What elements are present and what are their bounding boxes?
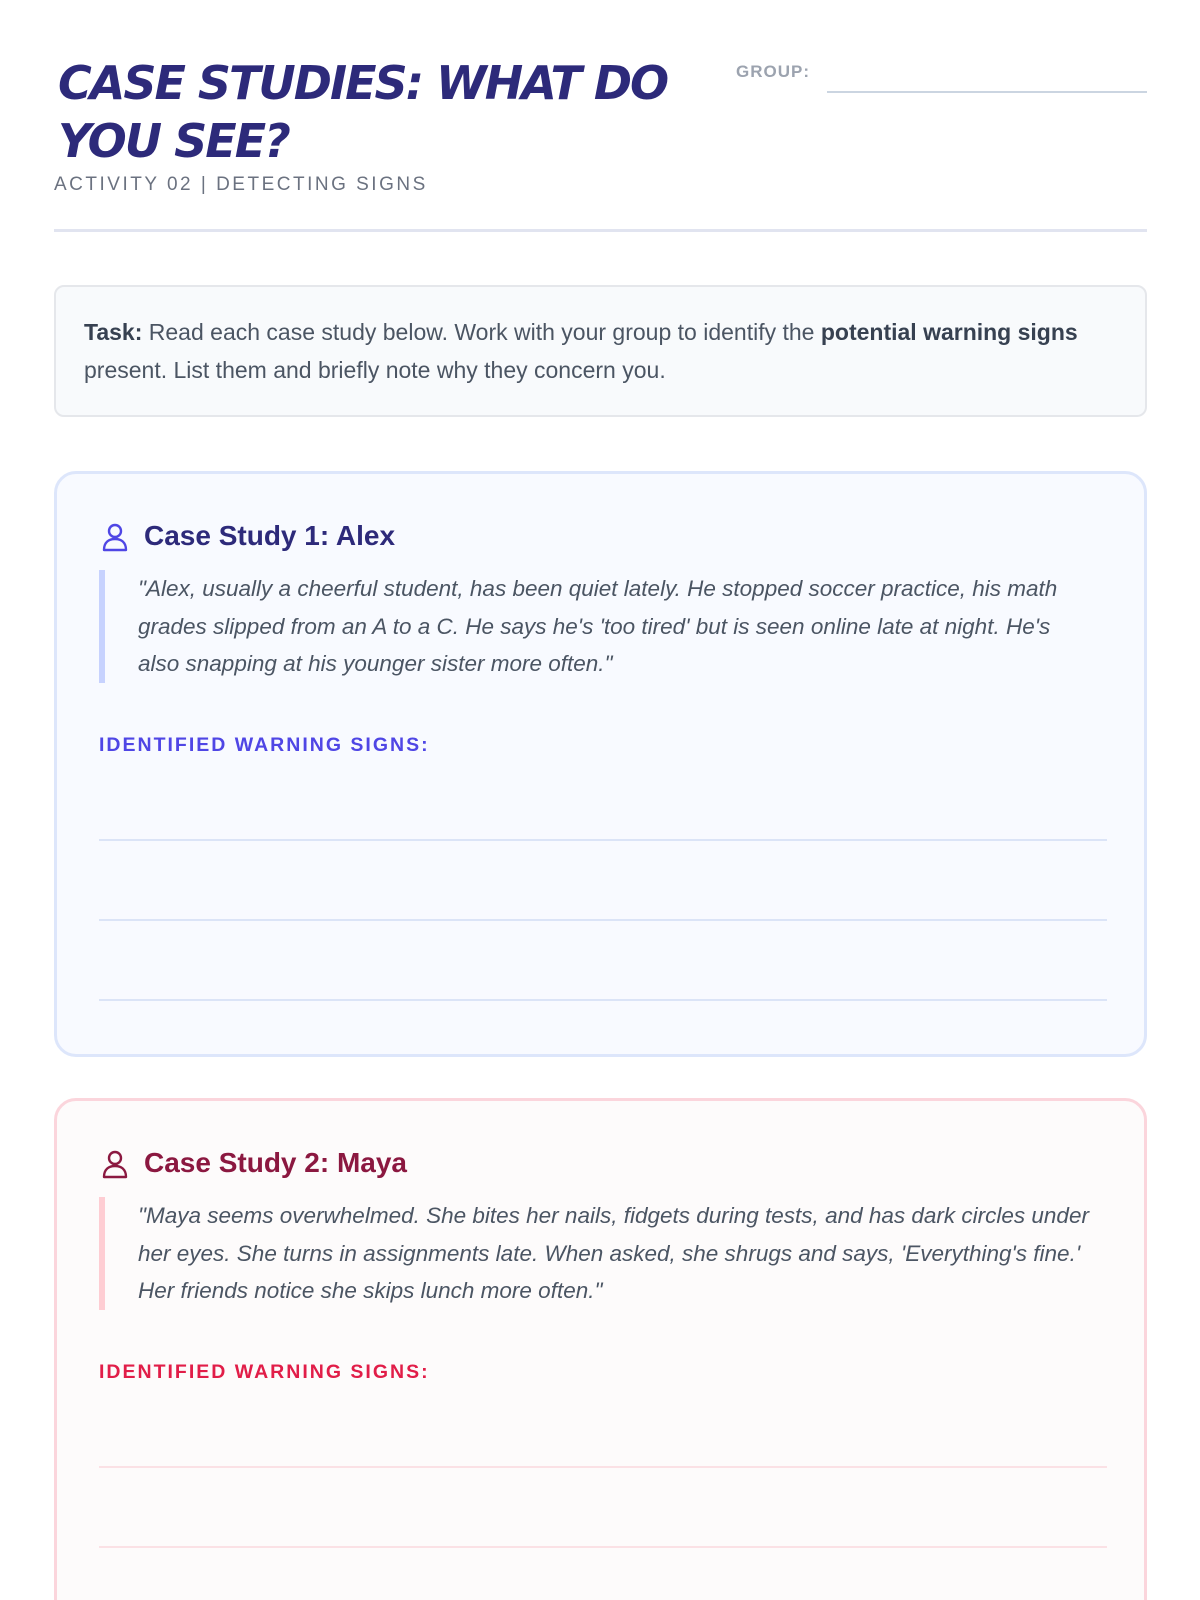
activity-subtitle: ACTIVITY 02 | DETECTING SIGNS bbox=[54, 174, 428, 195]
case-study-title: Case Study 2: Maya bbox=[144, 1147, 407, 1178]
task-text-1: Read each case study below. Work with your group to identify the bbox=[142, 319, 821, 345]
answer-line[interactable] bbox=[99, 919, 1107, 921]
warning-signs-label: IDENTIFIED WARNING SIGNS: bbox=[99, 1361, 430, 1383]
case-study-quote: "Maya seems overwhelmed. She bites her nails, fidgets during tests, and has dark circles under her eyes. She turns in assignments late. When asked, she shrugs and says, 'Everything's fine.' Her friends notice she skips lunch more often." bbox=[99, 1197, 1089, 1310]
task-emphasis: potential warning signs bbox=[820, 319, 1078, 345]
case-study-card bbox=[54, 1098, 1147, 1600]
task-instructions bbox=[54, 285, 1147, 417]
warning-signs-label: IDENTIFIED WARNING SIGNS: bbox=[99, 734, 430, 756]
case-study-quote: "Alex, usually a cheerful student, has been quiet lately. He stopped soccer practice, his math grades slipped from an A to a C. He says he's 'too tired' but is seen online late at night. He's also snapping at his younger sister more often." bbox=[99, 570, 1089, 683]
person-icon bbox=[101, 1149, 129, 1179]
answer-line[interactable] bbox=[99, 1466, 1107, 1468]
case-study-card bbox=[54, 471, 1147, 1057]
answer-line[interactable] bbox=[99, 999, 1107, 1001]
case-study-title: Case Study 1: Alex bbox=[144, 520, 396, 551]
page-title: CASE STUDIES: WHAT DO YOU SEE? bbox=[58, 56, 668, 168]
person-icon bbox=[101, 522, 129, 552]
group-label: GROUP: bbox=[736, 62, 810, 81]
task-label: Task: bbox=[84, 319, 143, 345]
group-name-field[interactable] bbox=[827, 91, 1147, 93]
task-text-2: present. List them and briefly note why they concern you. bbox=[84, 357, 666, 383]
answer-line[interactable] bbox=[99, 839, 1107, 841]
answer-line[interactable] bbox=[99, 1546, 1107, 1548]
worksheet-header bbox=[54, 54, 1147, 232]
